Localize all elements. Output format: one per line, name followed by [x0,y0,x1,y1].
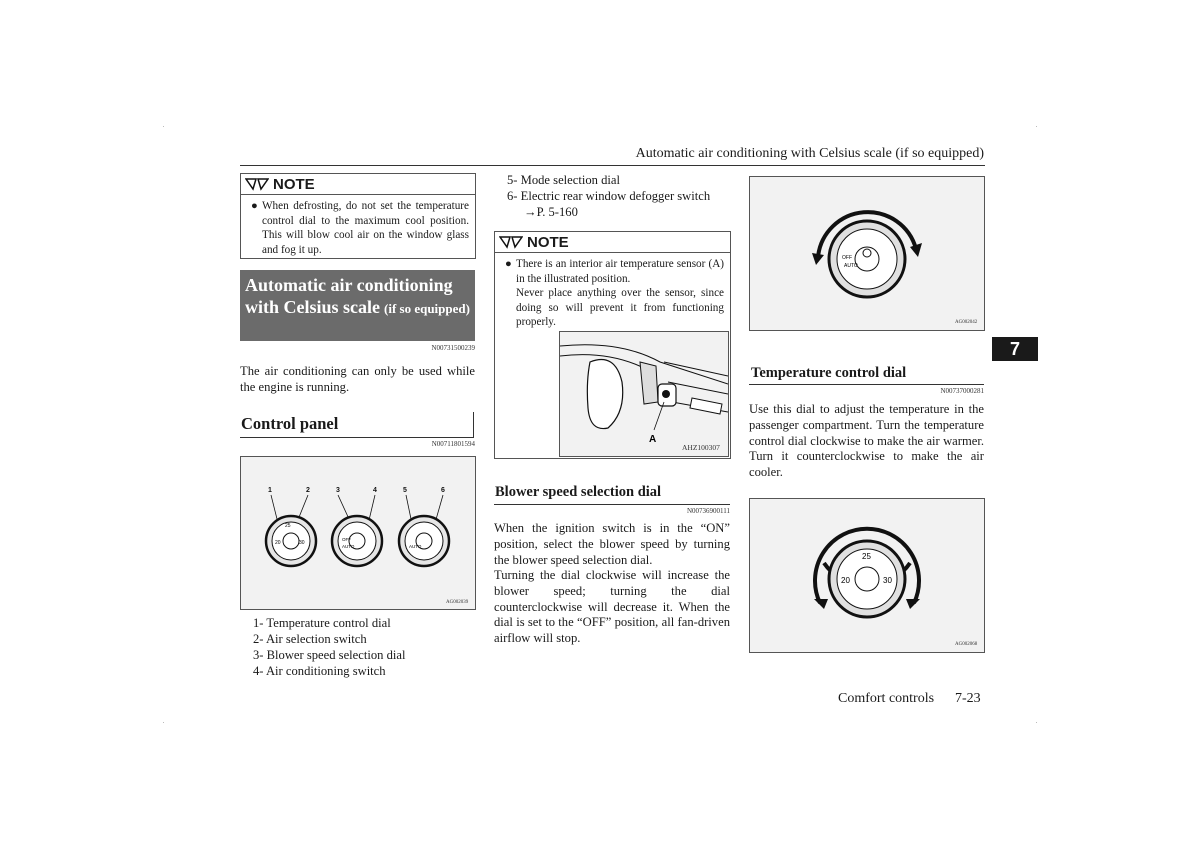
note-label: NOTE [273,175,315,193]
callout-2: 2 [306,487,310,494]
panel-temp-25: 25 [285,523,291,529]
temp-25-label: 25 [862,552,871,561]
figure-code: AG002042 [955,320,978,325]
caution-hands-icon [499,235,523,249]
note-label: NOTE [527,233,569,251]
blower-code: N00736900111 [686,507,730,515]
list-item: 3- Blower speed selection dial [253,648,406,662]
note-text: When defrosting, do not set the temperature control dial to the maximum cool position. This will blow cool air on the window glass and fog it up. [262,200,469,256]
sensor-icon [662,390,670,398]
page-reference: →P. 5-160 [524,205,578,219]
temperature-dial [266,516,316,566]
intro-paragraph: The air conditioning can only be used while the engine is running. [240,364,475,394]
temp-30-label: 30 [883,576,892,585]
section-title-suffix: (if so equipped) [384,301,470,316]
temperature-heading: Temperature control dial [751,365,907,381]
bullet-icon: ● [251,200,258,212]
panel-off-label: OFF [342,537,351,542]
temperature-dial-figure [749,498,985,653]
auto-label: AUTO [844,263,858,269]
section-title: Automatic air conditioning with Celsius scale [245,275,453,317]
callout-1: 1 [268,487,272,494]
heading-rule [240,437,474,438]
sensor-note-box [494,231,731,459]
figure-code: AG002039 [446,600,469,605]
chapter-tab: 7 [992,337,1038,361]
temperature-paragraph: Use this dial to adjust the temperature in the passenger compartment. Turn the temperature control dial clockwise to make the air warmer. Turn it counterclockwise to make the air cooler. [749,402,984,480]
blower-paragraph-1: When the ignition switch is in the “ON” position, select the blower speed by turning the blower speed selection dial. [494,521,730,567]
crop-mark [1036,722,1037,723]
crop-mark [163,722,164,723]
callout-5: 5 [403,487,407,494]
list-item: 5- Mode selection dial [507,173,620,187]
temp-20-label: 20 [841,576,850,585]
heading-rule [749,384,984,385]
note-text: There is an interior air temperature sensor (A) in the illustrated position. [516,258,724,285]
note-text: Never place anything over the sensor, since doing so will prevent it from functioning properly. [516,287,724,328]
callout-6: 6 [441,487,445,494]
blower-dial-figure [749,176,985,331]
note-header [241,174,475,195]
panel-mode-auto-label: AUTO [409,544,422,549]
crop-mark [1036,126,1037,127]
heading-rule [494,504,730,505]
caution-hands-icon [245,177,269,191]
list-item: 2- Air selection switch [253,632,367,646]
panel-temp-30: 30 [299,540,305,546]
list-item: 1- Temperature control dial [253,616,391,630]
control-panel-heading: Control panel [241,414,339,433]
footer-section: Comfort controls [838,691,935,706]
blower-paragraph-2: Turning the dial clockwise will increase the blower speed; turning the dial counterclockwise will decrease it. When the dial is set to the “OFF” position, all fan-driven airflow will stop. [494,568,730,646]
list-item: 6- Electric rear window defogger switch [507,189,711,203]
header-rule [240,165,985,166]
panel-auto-label: AUTO [342,544,355,549]
note-header [495,232,730,253]
off-label: OFF [842,255,852,261]
control-panel-figure [240,456,476,610]
section-code: N00731500239 [431,344,475,352]
bullet-icon: ● [505,258,512,270]
sensor-figure [559,331,729,457]
crop-mark [163,126,164,127]
list-item: 4- Air conditioning switch [253,664,386,678]
temperature-code: N00737000281 [940,387,984,395]
heading-side-rule [473,412,474,437]
figure-code: AHZ100307 [682,443,720,452]
section-title-box [240,270,475,341]
mode-dial [399,516,449,566]
callout-3: 3 [336,487,340,494]
sensor-callout: A [649,434,657,445]
control-list-continued [507,172,729,220]
control-panel-code: N00711801594 [431,440,475,448]
callout-4: 4 [373,487,377,494]
panel-temp-20: 20 [275,540,281,546]
running-header: Automatic air conditioning with Celsius scale (if so equipped) [635,146,984,161]
page-number: 7-23 [955,691,981,706]
blower-heading: Blower speed selection dial [495,484,662,500]
blower-dial [332,516,382,566]
figure-code: AG002068 [955,642,978,647]
control-list [253,615,475,679]
note-box [240,173,476,259]
